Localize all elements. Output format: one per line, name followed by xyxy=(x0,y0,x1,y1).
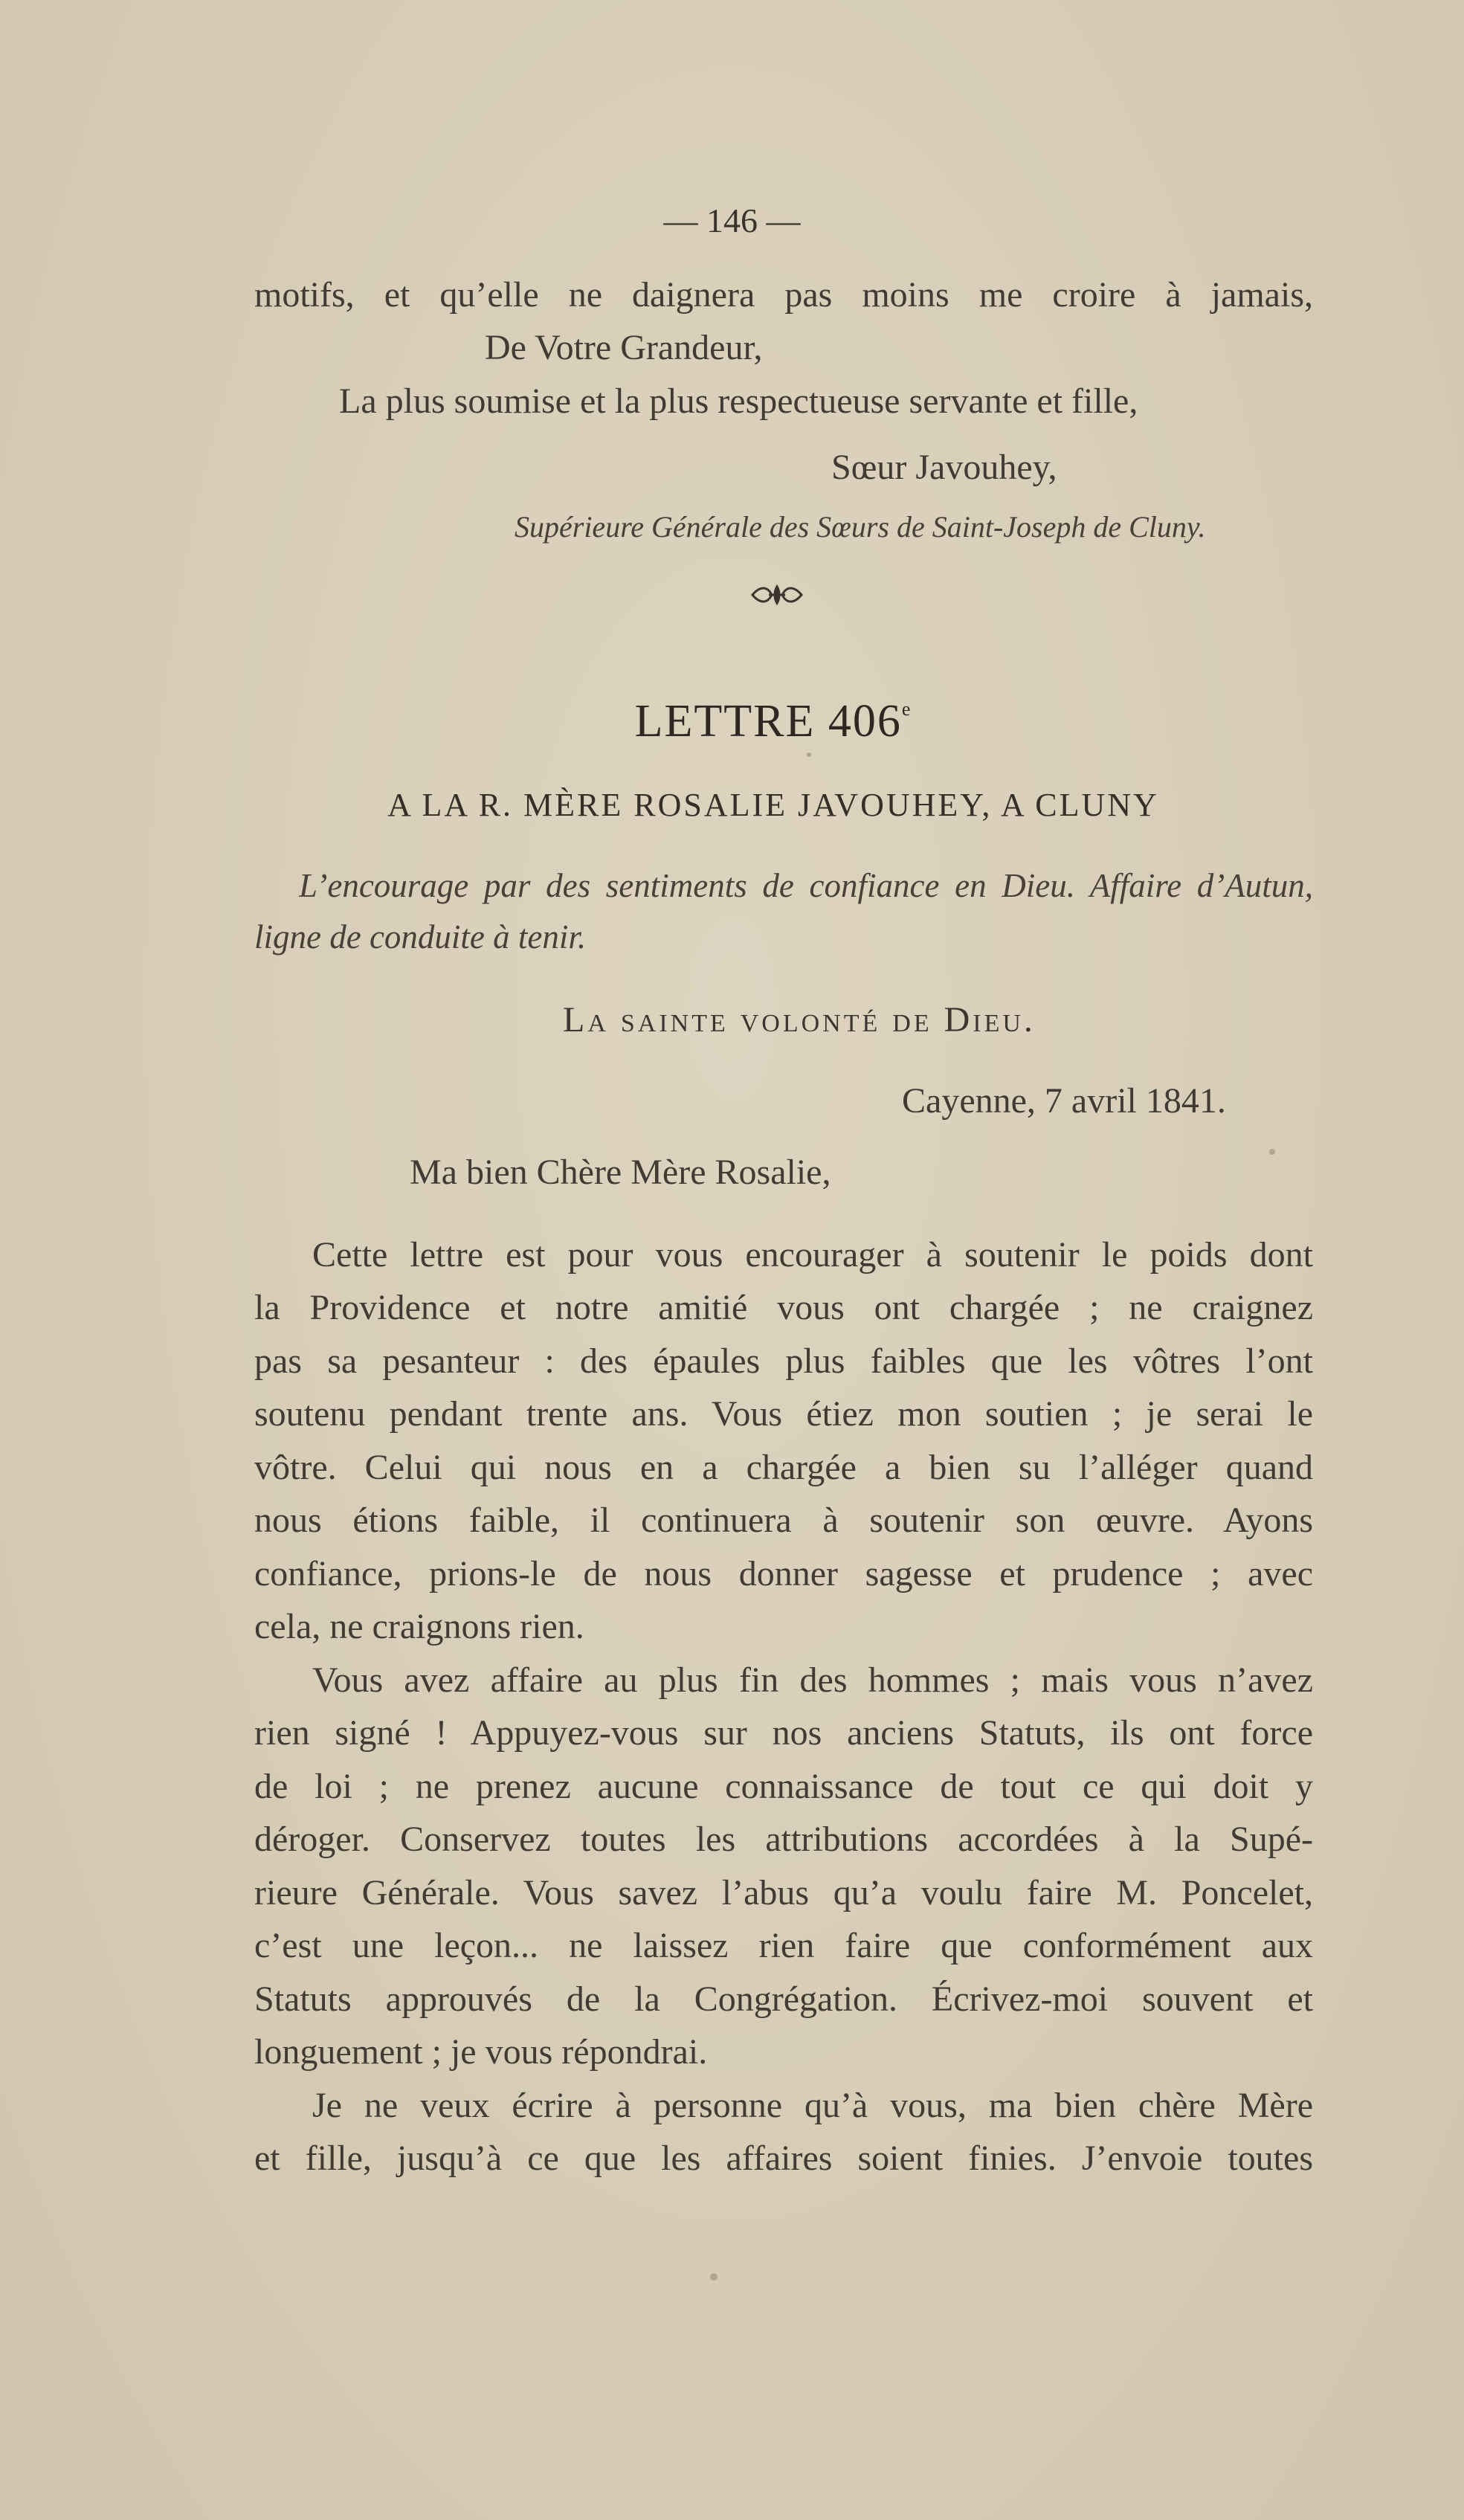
letter-summary-line-1: L’encourage par des sentiments de confiance en Dieu. Affaire d’Autun, xyxy=(299,867,1313,904)
letter-invocation: La sainte volonté de Dieu. xyxy=(563,1000,1036,1040)
letter-title: LETTRE 406e xyxy=(634,696,912,747)
previous-letter-servant-line: La plus soumise et la plus respectueuse servante et fille, xyxy=(339,381,1138,421)
previous-letter-closing-line: motifs, et qu’elle ne daignera pas moins me croire à jamais, xyxy=(254,275,1313,315)
letter-body-line: et fille, jusqu’à ce que les affaires soient finies. J’envoie toutes xyxy=(254,2139,1313,2178)
letter-body-line: déroger. Conservez toutes les attributions accordées à la Supé- xyxy=(254,1820,1313,1859)
letter-body-line: cela, ne craignons rien. xyxy=(254,1607,584,1646)
page-number: — 146 — xyxy=(663,202,801,239)
letter-greeting: Ma bien Chère Mère Rosalie, xyxy=(410,1153,831,1192)
letter-body-line: confiance, prions-le de nous donner sagesse et prudence ; avec xyxy=(254,1554,1313,1593)
paper-speck xyxy=(710,2273,718,2281)
letter-body-line: Je ne veux écrire à personne qu’à vous, ma bien chère Mère xyxy=(312,2086,1313,2125)
letter-body-line: Statuts approuvés de la Congrégation. Écrivez-moi souvent et xyxy=(254,1979,1313,2019)
paper-speck xyxy=(1269,1149,1275,1155)
letter-body-line: rieure Générale. Vous savez l’abus qu’a voulu faire M. Poncelet, xyxy=(254,1873,1313,1912)
letter-body-line: rien signé ! Appuyez-vous sur nos anciens Statuts, ils ont force xyxy=(254,1713,1313,1753)
letter-place-date: Cayenne, 7 avril 1841. xyxy=(902,1081,1226,1121)
previous-letter-signature-title: Supérieure Générale des Sœurs de Saint-Joseph de Cluny. xyxy=(515,510,1206,544)
previous-letter-salutation: De Votre Grandeur, xyxy=(485,328,763,367)
letter-body-line: soutenu pendant trente ans. Vous étiez mon soutien ; je serai le xyxy=(254,1394,1313,1434)
letter-body-line: vôtre. Celui qui nous en a chargée a bien su l’alléger quand xyxy=(254,1448,1313,1487)
paper-speck xyxy=(807,753,811,757)
letter-body-line: c’est une leçon... ne laissez rien faire que conformément aux xyxy=(254,1926,1313,1965)
previous-letter-signature: Sœur Javouhey, xyxy=(831,448,1057,487)
letter-summary-line-2: ligne de conduite à tenir. xyxy=(254,918,587,956)
letter-body-line: Cette lettre est pour vous encourager à soutenir le poids dont xyxy=(312,1235,1313,1274)
letter-body-line: la Providence et notre amitié vous ont chargée ; ne craignez xyxy=(254,1288,1313,1327)
letter-body-line: Vous avez affaire au plus fin des hommes ; mais vous n’avez xyxy=(312,1660,1313,1700)
letter-body-line: longuement ; je vous répondrai. xyxy=(254,2032,708,2072)
letter-body-line: nous étions faible, il continuera à soutenir son œuvre. Ayons xyxy=(254,1501,1313,1540)
fleuron-ornament-icon xyxy=(749,580,804,610)
letter-body-line: de loi ; ne prenez aucune connaissance de tout ce qui doit y xyxy=(254,1767,1313,1806)
letter-body-line: pas sa pesanteur : des épaules plus faibles que les vôtres l’ont xyxy=(254,1341,1313,1381)
letter-addressee: A LA R. MÈRE ROSALIE JAVOUHEY, A CLUNY xyxy=(387,787,1159,823)
